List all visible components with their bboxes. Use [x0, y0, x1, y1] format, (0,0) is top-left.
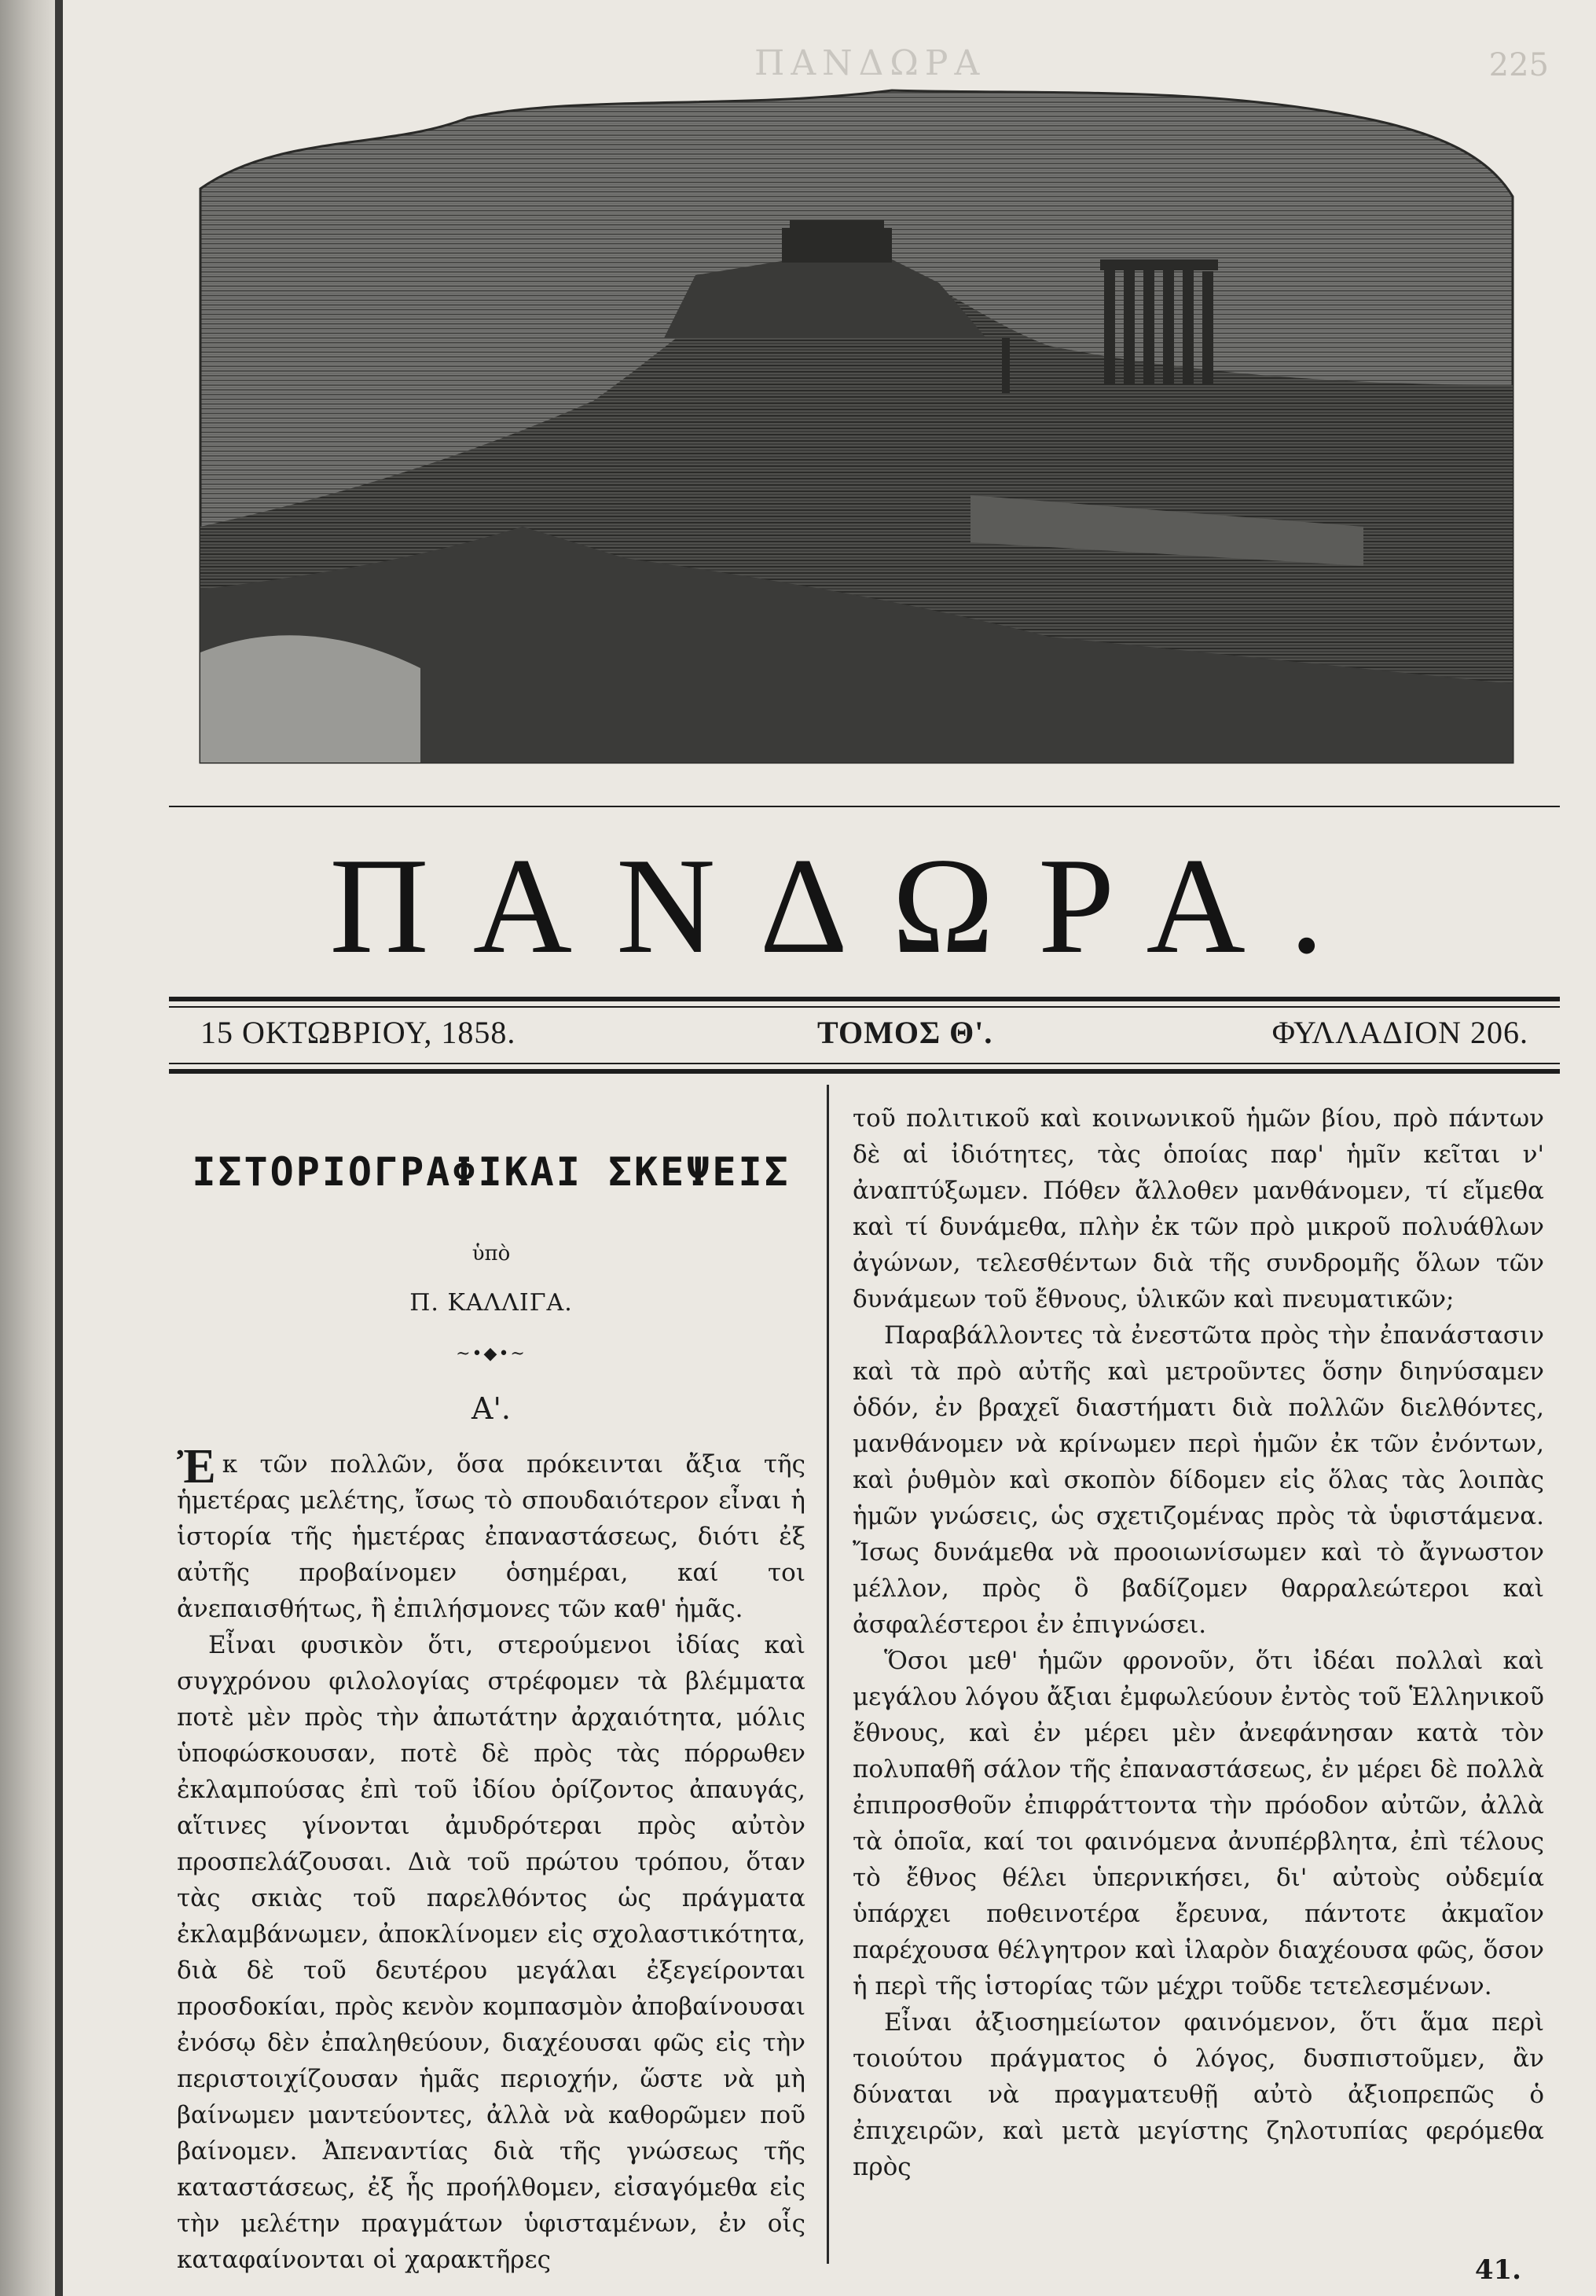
bleedthrough-number: 225	[1488, 47, 1549, 83]
paragraph: τοῦ πολιτικοῦ καὶ κοινωνικοῦ ἡμῶν βίου, πρὸ πάντων δὲ αἱ ἰδιότητες, τὰς ὁποίας παρ' ἡμῖν κεῖται ν' ἀναπτύξωμεν. Πόθεν ἄλλοθεν μανθάνομεν, τί εἴμεθα καὶ τί δυνάμεθα, πλὴν ἐκ τῶν πρὸ μικροῦ πολυάθλων ἀγώνων, τελεσθέντων διὰ τῆς συνδρομῆς ὅλων τῶν δυνάμεων τοῦ ἔθνους, ὑλικῶν καὶ πνευματικῶν;	[853, 1104, 1544, 1313]
issue-volume: ΤΟΜΟΣ Θ'.	[817, 1015, 993, 1050]
issue-sheet: ΦΥΛΛΑΔΙΟΝ 206.	[1271, 1015, 1528, 1050]
drop-cap: Ἐ	[177, 1440, 216, 1493]
issue-line	[200, 1014, 1528, 1053]
binding-gutter	[0, 0, 61, 2296]
paragraph: Εἶναι φυσικὸν ὅτι, στερούμενοι ἰδίας καὶ συγχρόνου φιλολογίας στρέφομεν τὰ βλέμματα ποτὲ μὲν πρὸς τὴν ἀπωτάτην ἀρχαιότητα, μόλις ὑποφώσκουσαν, ποτὲ δὲ πρὸς τὰς πόρρωθεν ἐκλαμπούσας ἐπὶ τοῦ ἰδίου ὁρίζοντος ἀπαυγάς, αἵτινες γίνονται ἀμυδρότεραι πρὸς αὐτὸν προσπελάζουσαι. Διὰ τοῦ πρώτου τρόπου, ὅταν τὰς σκιὰς τοῦ παρελθόντος ὡς πράγματα ἐκλαμβάνωμεν, ἀποκλίνομεν εἰς σχολαστικότητα, διὰ δὲ τοῦ δευτέρου μεγάλαι ἐξεγείρονται προσδοκίαι, πρὸς κενὸν κομπασμὸν ἀποβαίνουσαι ἐνόσῳ δὲν ἐπαληθεύουν, διαχέουσαι φῶς εἰς τὴν περιστοιχίζουσαν ἡμᾶς περιοχήν, ὥστε νὰ μὴ βαίνωμεν μαντεύοντες, ἀλλὰ νὰ καθορῶμεν ποῦ βαίνομεν. Ἀπεναντίας διὰ τῆς γνώσεως τῆς καταστάσεως, ἐξ ἧς προήλθομεν, εἰσαγόμεθα εἰς τὴν μελέτην πραγμάτων ὑφισταμένων, ἐν οἷς καταφαίνονται οἱ χαρακτῆρες	[177, 1631, 805, 2274]
masthead-top-rule	[169, 806, 1560, 807]
issue-rule-thin	[169, 1063, 1560, 1064]
right-column-text	[853, 1100, 1544, 2185]
paragraph: Εἶναι ἀξιοσημείωτον φαινόμενον, ὅτι ἅμα περὶ τοιούτου πράγματος ὁ λόγος, δυσπιστοῦμεν, ἂν δύναται νὰ πραγματευθῇ αὐτὸ ἀξιοπρεπῶς ὁ ἐπιχειρῶν, καὶ μετὰ μεγίστης ζηλοτυπίας φερόμεθα πρὸς	[853, 2008, 1544, 2181]
issue-rule-thick	[169, 1069, 1560, 1074]
newspaper-page	[63, 0, 1596, 2296]
page-number: 41.	[1474, 2254, 1521, 2286]
article-author: Π. ΚΑΛΛΙΓΑ.	[409, 1289, 573, 1317]
acropolis-engraving-icon	[185, 86, 1521, 786]
paragraph: Ἐκ τῶν πολλῶν, ὅσα πρόκεινται ἄξια τῆς ἡμετέρας μελέτης, ἴσως τὸ σπουδαιότερον εἶναι ἡ ἱστορία τῆς ἡμετέρας ἐπαναστάσεως, διότι ἐξ αὐτῆς προβαίνομεν ὁσημέραι, καί τοι ἀνεπαισθήτως, ἢ ἐπιλήσμονες τῶν καθ' ἡμᾶς.	[177, 1440, 805, 1623]
masthead-rule-thick	[169, 997, 1560, 1001]
left-column-text	[177, 1440, 805, 2278]
issue-date: 15 ΟΚΤΩΒΡΙΟΥ, 1858.	[200, 1015, 516, 1050]
masthead-rule-thin	[169, 1006, 1560, 1008]
paragraph: Ὅσοι μεθ' ἡμῶν φρονοῦν, ὅτι ἰδέαι πολλαὶ καὶ μεγάλου λόγου ἄξιαι ἐμφωλεύουν ἐντὸς τοῦ Ἑλληνικοῦ ἔθνους, καὶ ἐν μέρει μὲν ἀνεφάνησαν κατὰ τὸν πολυπαθῆ σάλον τῆς ἐπαναστάσεως, ἐν μέρει δὲ πολλὰ ἐπιπροσθοῦν ἐπιφράττοντα τὴν πρόοδον αὐτῶν, ἀλλὰ τὰ ὁποῖα, καί τοι φαινόμενα ἀνυπέρβλητα, ἐπὶ τέλους τὸ ἔθνος θέλει ὑπερνικήσει, δι' αὐτοὺς οὐδεμία ὑπάρχει ποθεινοτέρα ἔρευνα, πάντοτε ἀκμαῖον παρέχουσα θέλγητρον καὶ ἱλαρὸν διαχέουσα φῶς, ὅσον ἡ περὶ τῆς ἱστορίας τῶν μέχρι τοῦδε τετελεσμένων.	[853, 1647, 1544, 2000]
masthead-title: ΠΑΝΔΩΡΑ.	[329, 829, 1368, 982]
page-fold	[55, 0, 63, 2296]
article-byline: ὑπὸ	[471, 1242, 511, 1266]
paragraph: Παραβάλλοντες τὰ ἐνεστῶτα πρὸς τὴν ἐπανάστασιν καὶ τὰ πρὸ αὐτῆς καὶ μετροῦντες ὅσην διηνύσαμεν ὁδόν, ἐν βραχεῖ διαστήματι διὰ πολλῶν διελθόντες, μανθάνομεν νὰ κρίνωμεν περὶ ἡμῶν ἐκ τῶν ἐνόντων, καὶ ῥυθμὸν καὶ σκοπὸν δίδομεν εἰς ὅλας τὰς λοιπὰς ἡμῶν γνώσεις, ὡς σχετιζομένας πρὸς τὰ ὑφιστάμενα. Ἴσως δυνάμεθα νὰ προοιωνίσωμεν καὶ τὸ ἄγνωστον μέλλον, πρὸς ὃ βαδίζομεν θαρραλεώτεροι καὶ ἀσφαλέστεροι ἐν ἐπιγνώσει.	[853, 1321, 1544, 1639]
ornament-divider: ~•◆•~	[456, 1344, 526, 1364]
bleedthrough-text: ΠΑΝΔΩΡΑ	[754, 43, 986, 83]
column-divider	[827, 1085, 829, 2264]
article-title: ΙΣΤΟΡΙΟΓΡΑΦΙΚΑΙ ΣΚΕΨΕΙΣ	[192, 1149, 791, 1195]
section-number: Α'.	[471, 1391, 511, 1426]
